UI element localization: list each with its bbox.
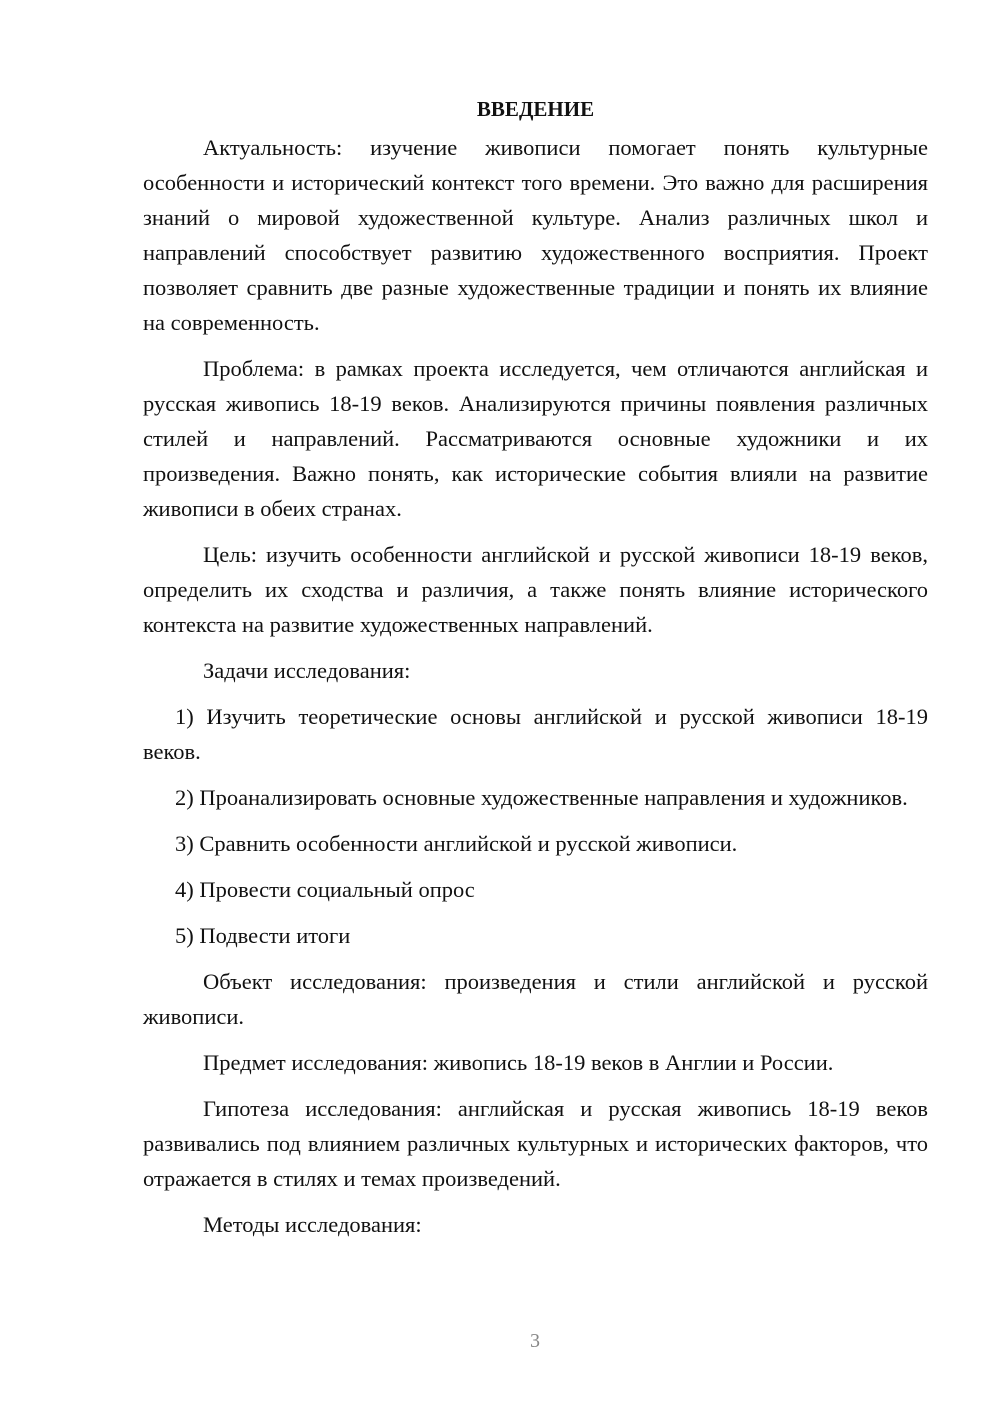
- task-item-3: 3) Сравнить особенности английской и русской живописи.: [175, 831, 738, 856]
- task-item-2: 2) Проанализировать основные художественные направления и художников.: [175, 785, 908, 810]
- section-title: ВВЕДЕНИЕ: [476, 97, 595, 121]
- paragraph-hypothesis: Гипотеза исследования: английская и русская живопись 18-19 веков развивались под влиянием различных культурных и исторических факторов, что отражается в стилях и темах произведений.: [143, 1096, 928, 1191]
- paragraph-subject: Предмет исследования: живопись 18-19 веков в Англии и России.: [203, 1050, 834, 1075]
- paragraph-tasks-heading: Задачи исследования:: [203, 658, 411, 683]
- page-number: 3: [530, 1330, 540, 1352]
- task-item-4: 4) Провести социальный опрос: [175, 877, 475, 902]
- task-item-1: 1) Изучить теоретические основы английской и русской живописи 18-19 веков.: [143, 704, 928, 764]
- paragraph-object: Объект исследования: произведения и стили английской и русской живописи.: [143, 969, 928, 1029]
- document-page: [143, 92, 928, 1253]
- paragraph-problem: Проблема: в рамках проекта исследуется, чем отличаются английская и русская живопись 18-19 веков. Анализируются причины появления различных стилей и направлений. Рассматриваются основные художники и их произведения. Важно понять, как исторические события влияли на развитие живописи в обеих странах.: [143, 356, 928, 521]
- paragraph-goal: Цель: изучить особенности английской и русской живописи 18-19 веков, определить их сходства и различия, а также понять влияние исторического контекста на развитие художественных направлений.: [143, 542, 928, 637]
- paragraph-methods: Методы исследования:: [203, 1212, 422, 1237]
- paragraph-relevance: Актуальность: изучение живописи помогает понять культурные особенности и исторический контекст того времени. Это важно для расширения знаний о мировой художественной культуре. Анализ различных школ и направлений способствует развитию художественного восприятия. Проект позволяет сравнить две разные художественные традиции и понять их влияние на современность.: [143, 135, 928, 335]
- task-item-5: 5) Подвести итоги: [175, 923, 351, 948]
